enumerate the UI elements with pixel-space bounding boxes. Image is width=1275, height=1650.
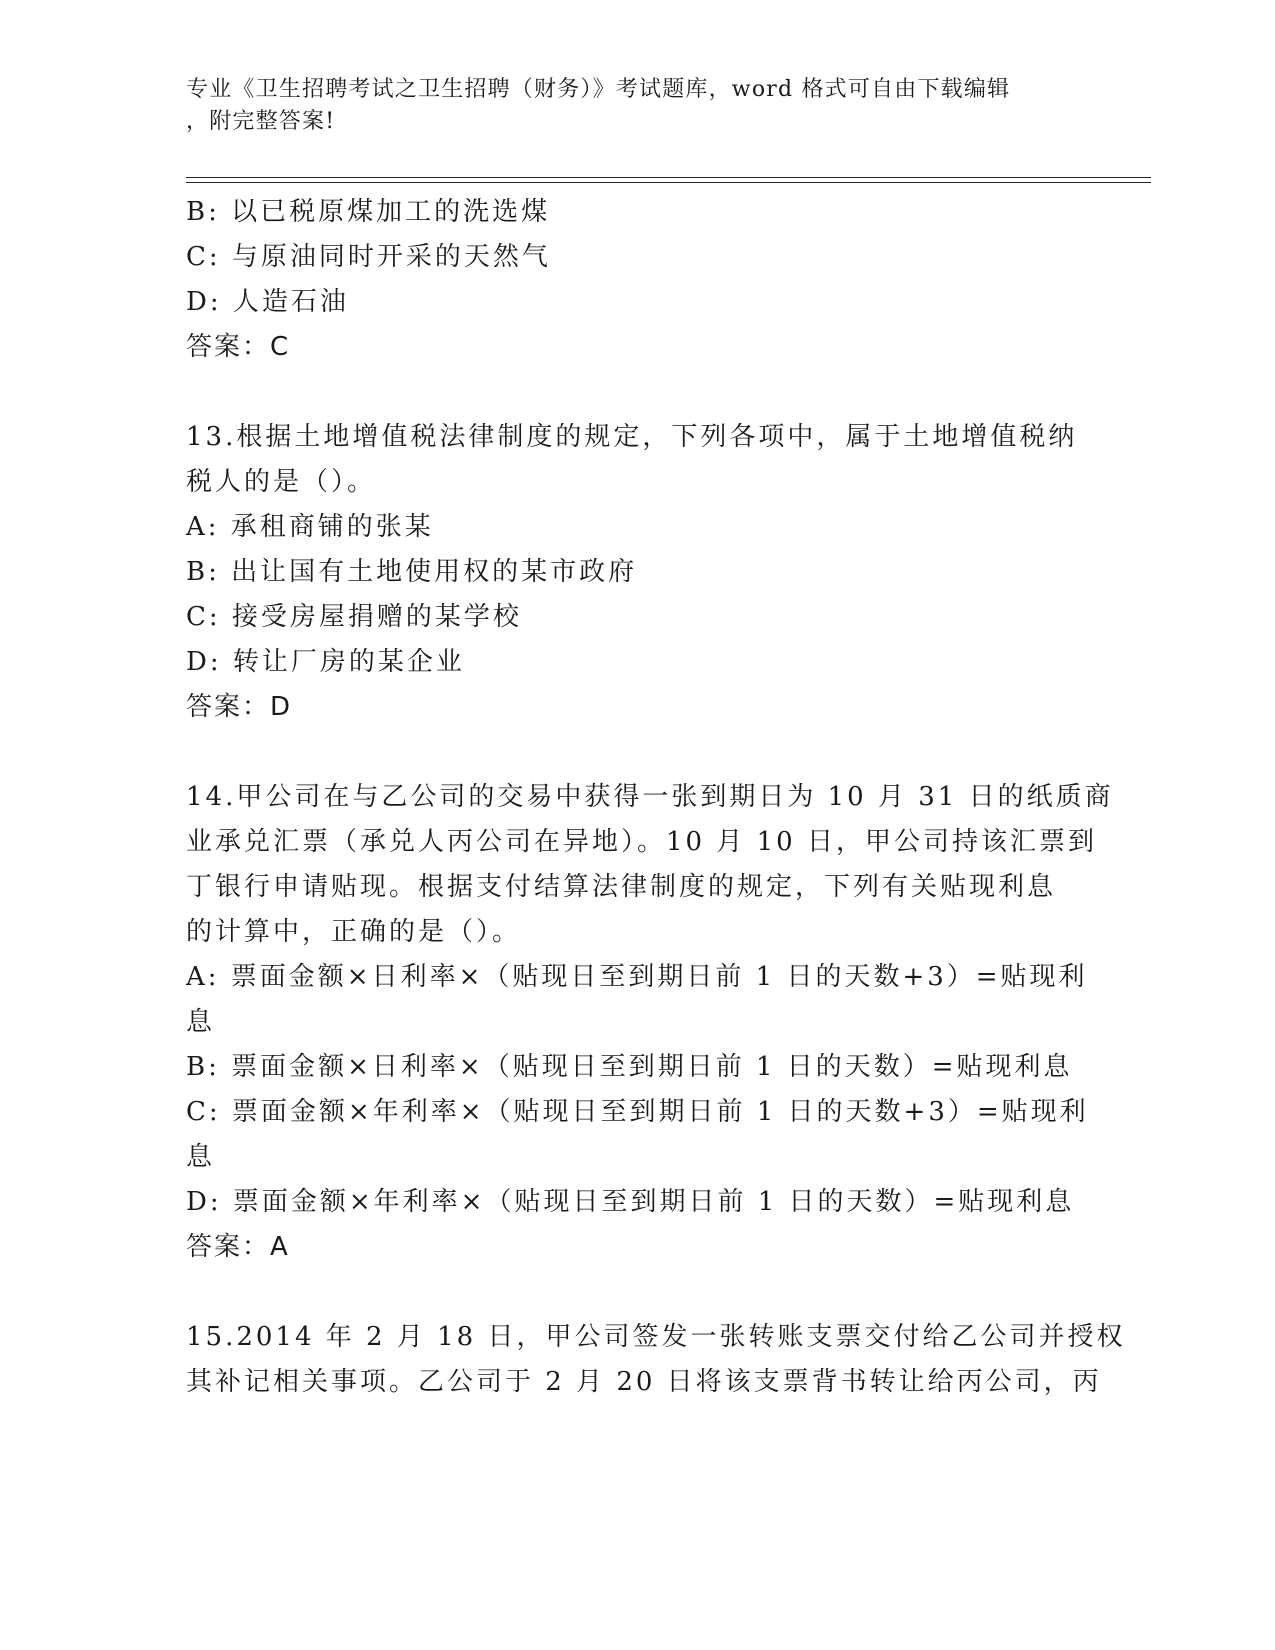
page-header xyxy=(186,74,1066,138)
q14-option-a-line-2: 息 xyxy=(186,1007,216,1037)
q12-option-c: C: 与原油同时开采的天然气 xyxy=(186,242,551,272)
q14-option-a-line-1: A: 票面金额×日利率×（贴现日至到期日前 1 日的天数+3）=贴现利 xyxy=(186,962,1088,992)
q12-answer: 答案：C xyxy=(186,332,291,362)
header-line-2: ，附完整答案! xyxy=(186,109,336,134)
header-rule-bottom xyxy=(186,182,1151,183)
q12-option-d: D: 人造石油 xyxy=(186,287,349,317)
question-15 xyxy=(186,1315,1126,1405)
q13-option-a: A: 承租商铺的张某 xyxy=(186,512,434,542)
question-spacer xyxy=(186,1270,1086,1315)
q14-option-c-line-2: 息 xyxy=(186,1142,216,1172)
q14-stem-line-2: 业承兑汇票（承兑人丙公司在异地）。10 月 10 日，甲公司持该汇票到 xyxy=(186,827,1097,857)
header-rule-top xyxy=(186,177,1151,178)
q13-option-d: D: 转让厂房的某企业 xyxy=(186,647,465,677)
question-content xyxy=(186,190,1126,1405)
q14-option-c-line-1: C: 票面金额×年利率×（贴现日至到期日前 1 日的天数+3）=贴现利 xyxy=(186,1097,1089,1127)
q13-answer: 答案：D xyxy=(186,692,293,722)
q14-stem-line-4: 的计算中，正确的是（）。 xyxy=(186,917,522,947)
q14-answer: 答案：A xyxy=(186,1232,290,1262)
question-13 xyxy=(186,415,1086,730)
question-12 xyxy=(186,190,1086,370)
q13-stem-line-2: 税人的是（）。 xyxy=(186,467,377,497)
q12-option-b: B: 以已税原煤加工的洗选煤 xyxy=(186,197,551,227)
q13-stem-line-1: 13.根据土地增值税法律制度的规定，下列各项中，属于土地增值税纳 xyxy=(186,422,1078,452)
q14-option-b: B: 票面金额×日利率×（贴现日至到期日前 1 日的天数）=贴现利息 xyxy=(186,1052,1073,1082)
question-spacer xyxy=(186,730,1086,775)
q13-option-c: C: 接受房屋捐赠的某学校 xyxy=(186,602,522,632)
q15-stem-line-2: 其补记相关事项。乙公司于 2 月 20 日将该支票背书转让给丙公司，丙 xyxy=(186,1367,1102,1397)
q14-option-d: D: 票面金额×年利率×（贴现日至到期日前 1 日的天数）=贴现利息 xyxy=(186,1187,1075,1217)
q15-stem-line-1: 15.2014 年 2 月 18 日，甲公司签发一张转账支票交付给乙公司并授权 xyxy=(186,1322,1126,1352)
q14-stem-line-3: 丁银行申请贴现。根据支付结算法律制度的规定，下列有关贴现利息 xyxy=(186,872,1057,902)
question-14 xyxy=(186,775,1114,1270)
question-spacer xyxy=(186,370,1086,415)
q14-stem-line-1: 14.甲公司在与乙公司的交易中获得一张到期日为 10 月 31 日的纸质商 xyxy=(186,782,1114,812)
header-line-1: 专业《卫生招聘考试之卫生招聘（财务）》考试题库，word 格式可自由下载编辑 xyxy=(186,77,1011,102)
q13-option-b: B: 出让国有土地使用权的某市政府 xyxy=(186,557,638,587)
